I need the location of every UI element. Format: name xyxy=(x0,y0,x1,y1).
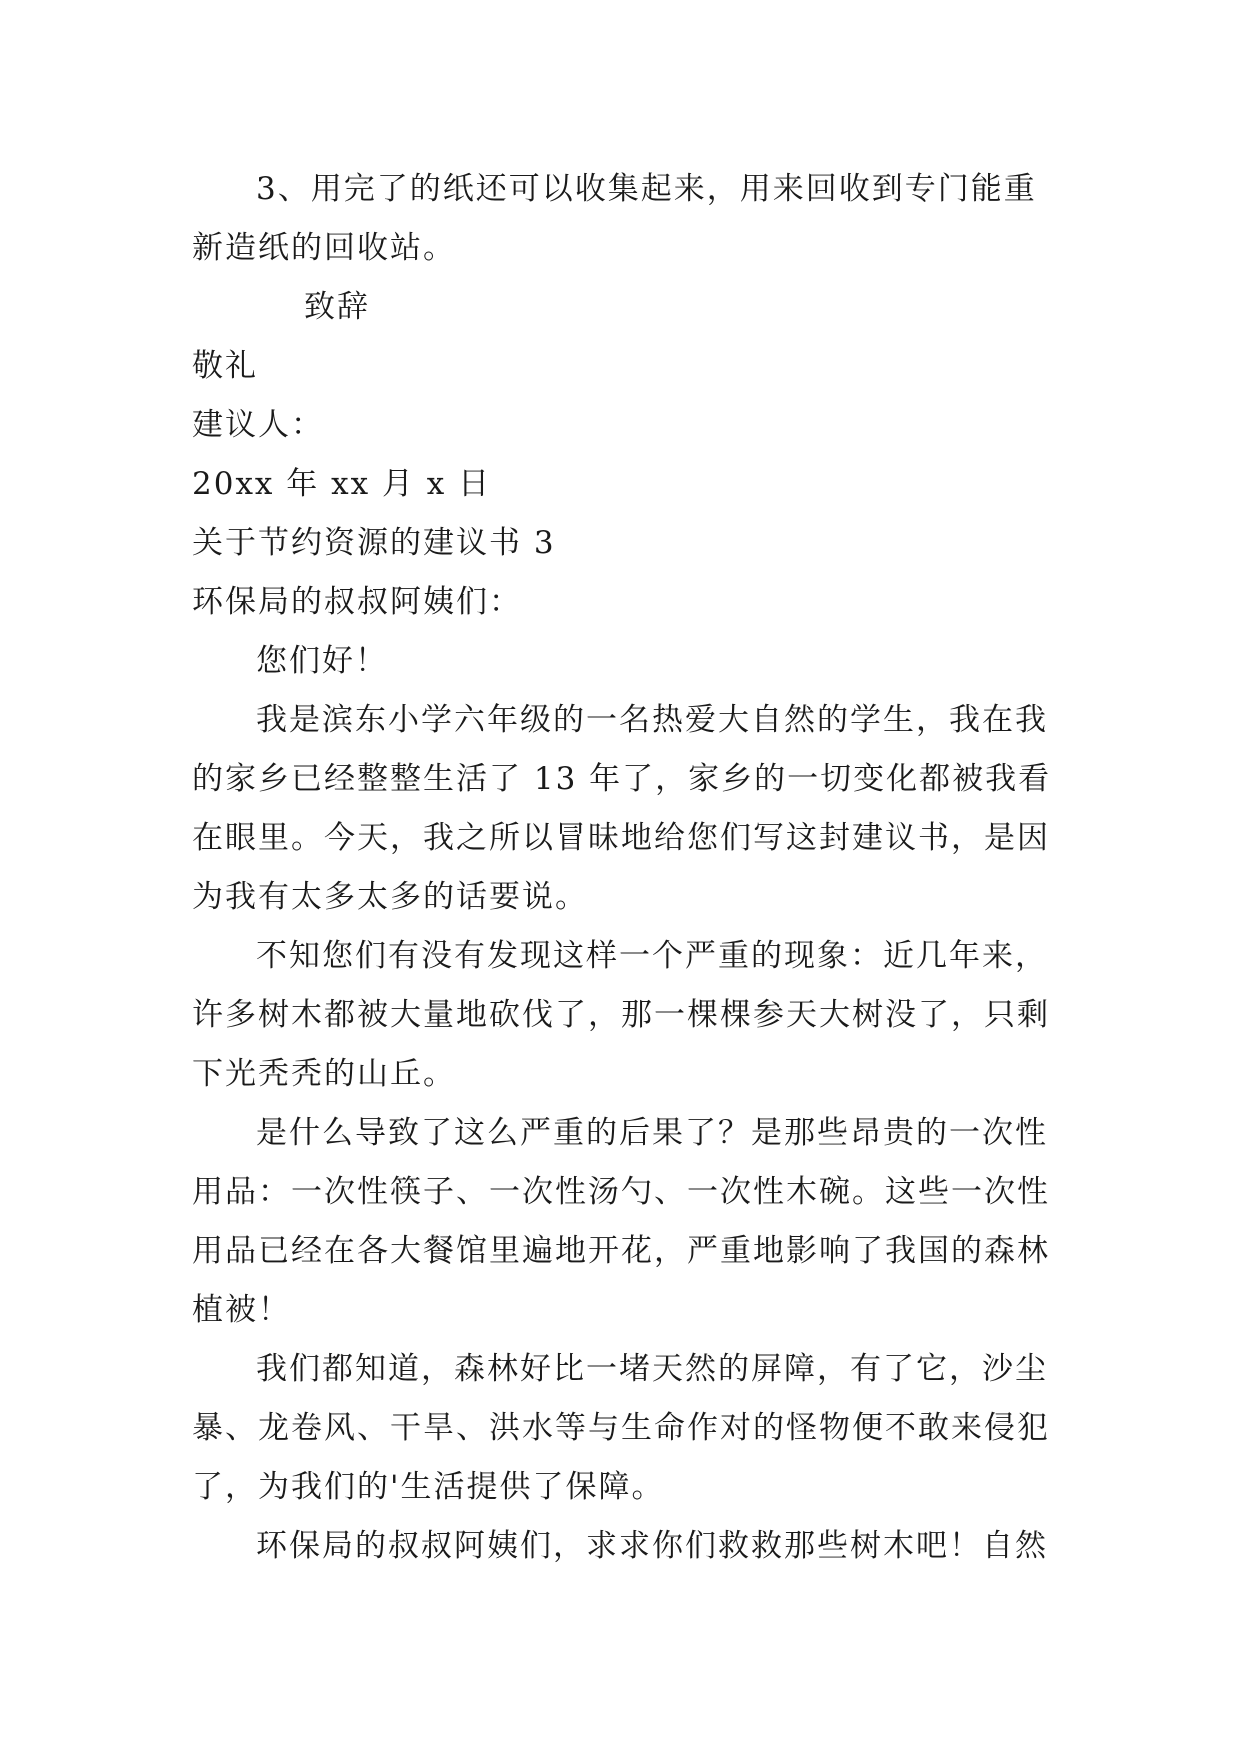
paragraph-appeal: 环保局的叔叔阿姨们，求求你们救救那些树木吧！自然 xyxy=(256,1528,1048,1564)
paragraph-introduction: 我是滨东小学六年级的一名热爱大自然的学生，我在我的家乡已经整整生活了 13 年了，家乡的一切变化都被我看在眼里。今天，我之所以冒昧地给您们写这封建议书，是因为我有太多太多的话要说。 xyxy=(192,702,1052,915)
paragraph-recycling-tip: 3、用完了的纸还可以收集起来，用来回收到专门能重新造纸的回收站。 xyxy=(192,171,1037,266)
paragraph-forest-barrier: 我们都知道，森林好比一堵天然的屏障，有了它，沙尘暴、龙卷风、干旱、洪水等与生命作对的怪物便不敢来侵犯了，为我们的'生活提供了保障。 xyxy=(192,1351,1050,1505)
closing-salute: 敬礼 xyxy=(192,348,258,384)
document-body xyxy=(192,160,1057,1576)
paragraph-disposable-items: 是什么导致了这么严重的后果了？是那些昂贵的一次性用品：一次性筷子、一次性汤勺、一次性木碗。这些一次性用品已经在各大餐馆里遍地开花，严重地影响了我国的森林植被！ xyxy=(192,1115,1050,1328)
signer-label: 建议人： xyxy=(192,407,324,443)
letter-salutation: 环保局的叔叔阿姨们： xyxy=(192,584,522,620)
paragraph-deforestation: 不知您们有没有发现这样一个严重的现象：近几年来，许多树木都被大量地砍伐了，那一棵棵参天大树没了，只剩下光秃秃的山丘。 xyxy=(192,938,1050,1092)
letter-heading: 关于节约资源的建议书 3 xyxy=(192,525,556,561)
letter-greeting: 您们好！ xyxy=(256,643,388,679)
letter-date: 20xx 年 xx 月 x 日 xyxy=(192,466,492,502)
closing-phrase: 致辞 xyxy=(304,289,370,325)
